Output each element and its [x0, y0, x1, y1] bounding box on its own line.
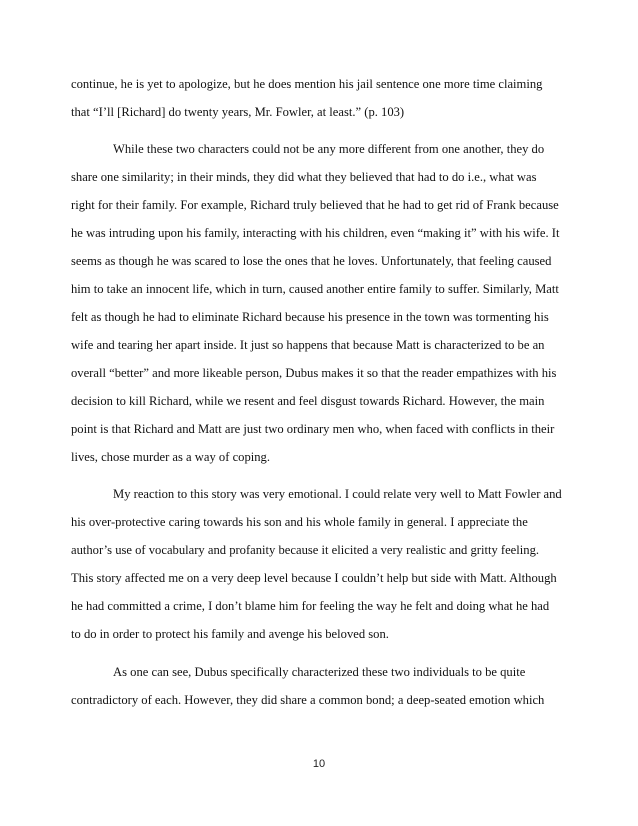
text-line: overall “better” and more likeable person, Dubus makes it so that the reader empathizes with his — [71, 366, 557, 380]
text-line: share one similarity; in their minds, they did what they believed that had to do i.e., what was — [71, 170, 537, 184]
text-line: he had committed a crime, I don’t blame him for feeling the way he felt and doing what he had — [71, 599, 550, 613]
text-line: his over-protective caring towards his son and his whole family in general. I appreciate the — [71, 515, 528, 529]
text-line: him to take an innocent life, which in turn, caused another entire family to suffer. Similarly, Matt — [71, 282, 559, 296]
text-line: continue, he is yet to apologize, but he does mention his jail sentence one more time claiming — [71, 77, 543, 91]
text-line: that “I’ll [Richard] do twenty years, Mr. Fowler, at least.” (p. 103) — [71, 105, 405, 119]
text-line: contradictory of each. However, they did share a common bond; a deep-seated emotion which — [71, 693, 545, 707]
text-line: felt as though he had to eliminate Richard because his presence in the town was tormenting his — [71, 310, 549, 324]
text-line: to do in order to protect his family and avenge his beloved son. — [71, 627, 389, 641]
text-line: author’s use of vocabulary and profanity because it elicited a very realistic and gritty feeling. — [71, 543, 540, 557]
text-line: he was intruding upon his family, interacting with his children, even “making it” with his wife. It — [71, 226, 560, 240]
page-number: 10 — [312, 758, 326, 770]
text-line: As one can see, Dubus specifically characterized these two individuals to be quite — [113, 665, 526, 679]
text-line: wife and tearing her apart inside. It just so happens that because Matt is characterized to be an — [71, 338, 545, 352]
text-line: decision to kill Richard, while we resent and feel disgust towards Richard. However, the main — [71, 394, 545, 408]
text-line: My reaction to this story was very emotional. I could relate very well to Matt Fowler and — [113, 487, 562, 501]
text-line: This story affected me on a very deep level because I couldn’t help but side with Matt. Although — [71, 571, 557, 585]
text-line: lives, chose murder as a way of coping. — [71, 450, 270, 464]
text-line: point is that Richard and Matt are just two ordinary men who, when faced with conflicts in their — [71, 422, 555, 436]
text-line: right for their family. For example, Richard truly believed that he had to get rid of Frank because — [71, 198, 559, 212]
text-line: seems as though he was scared to lose the ones that he loves. Unfortunately, that feeling caused — [71, 254, 552, 268]
text-line: While these two characters could not be any more different from one another, they do — [113, 142, 545, 156]
